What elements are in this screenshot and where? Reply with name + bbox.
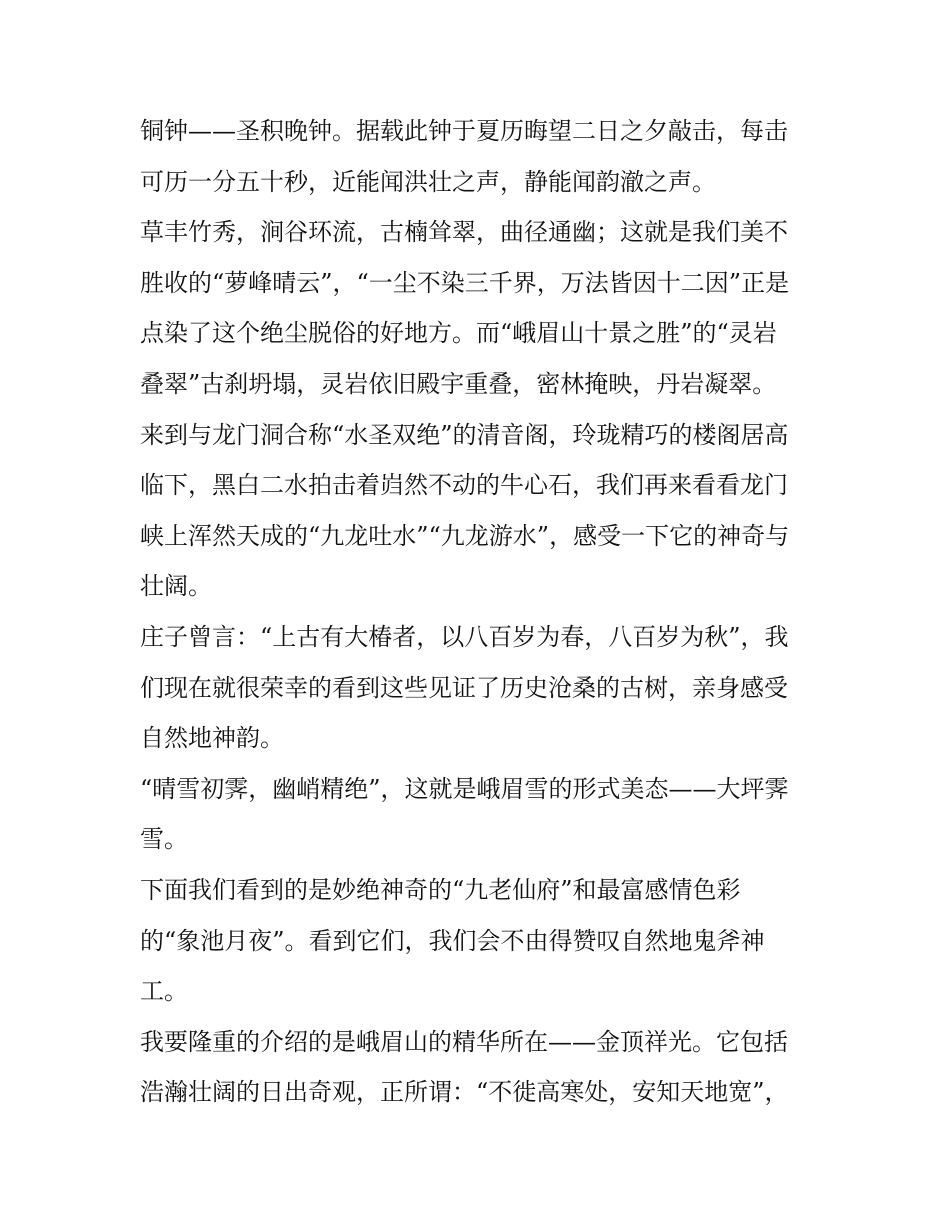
text-line: 叠翠”古刹坍塌，灵岩依旧殿宇重叠，密林掩映，丹岩凝翠。 bbox=[140, 369, 777, 398]
text-line: 的“象池月夜”。看到它们，我们会不由得赞叹自然地鬼斧神 bbox=[140, 926, 765, 955]
text-line: 雪。 bbox=[140, 825, 188, 854]
text-line: 铜钟——圣积晚钟。据载此钟于夏历晦望二日之夕敲击，每击 bbox=[140, 117, 788, 145]
text-line: 下面我们看到的是妙绝神奇的“九老仙府”和最富感情色彩 bbox=[140, 875, 741, 904]
text-line: 壮阔。 bbox=[140, 572, 212, 601]
text-line: 可历一分五十秒，近能闻洪壮之声，静能闻韵澈之声。 bbox=[140, 167, 716, 196]
text-line: 浩瀚壮阔的日出奇观，正所谓：“不徙高寒处，安知天地宽”， bbox=[140, 1078, 789, 1107]
body-text bbox=[140, 106, 820, 1118]
text-line: 草丰竹秀，涧谷环流，古楠耸翠，曲径通幽；这就是我们美不 bbox=[140, 218, 788, 247]
text-line: 庄子曾言：“上古有大椿者，以八百岁为春，八百岁为秋”，我 bbox=[140, 622, 789, 651]
text-line: 峡上浑然天成的“九龙吐水”“九龙游水”，感受一下它的神奇与 bbox=[140, 521, 790, 550]
text-line: 工。 bbox=[140, 977, 188, 1006]
text-line: 点染了这个绝尘脱俗的好地方。而“峨眉山十景之胜”的“灵岩 bbox=[140, 319, 777, 348]
text-line: “晴雪初霁，幽峭精绝”，这就是峨眉雪的形式美态——大坪霁 bbox=[140, 774, 789, 803]
text-line: 来到与龙门洞合称“水圣双绝”的清音阁，玲珑精巧的楼阁居高 bbox=[140, 420, 789, 449]
text-line: 胜收的“萝峰晴云”，“一尘不染三千界，万法皆因十二因”正是 bbox=[140, 268, 790, 297]
text-line: 我要隆重的介绍的是峨眉山的精华所在——金顶祥光。它包括 bbox=[140, 1027, 788, 1056]
text-line: 临下，黑白二水拍击着岿然不动的牛心石，我们再来看看龙门 bbox=[140, 471, 788, 500]
text-line: 自然地神韵。 bbox=[140, 724, 284, 753]
text-line: 们现在就很荣幸的看到这些见证了历史沧桑的古树，亲身感受 bbox=[140, 673, 788, 702]
